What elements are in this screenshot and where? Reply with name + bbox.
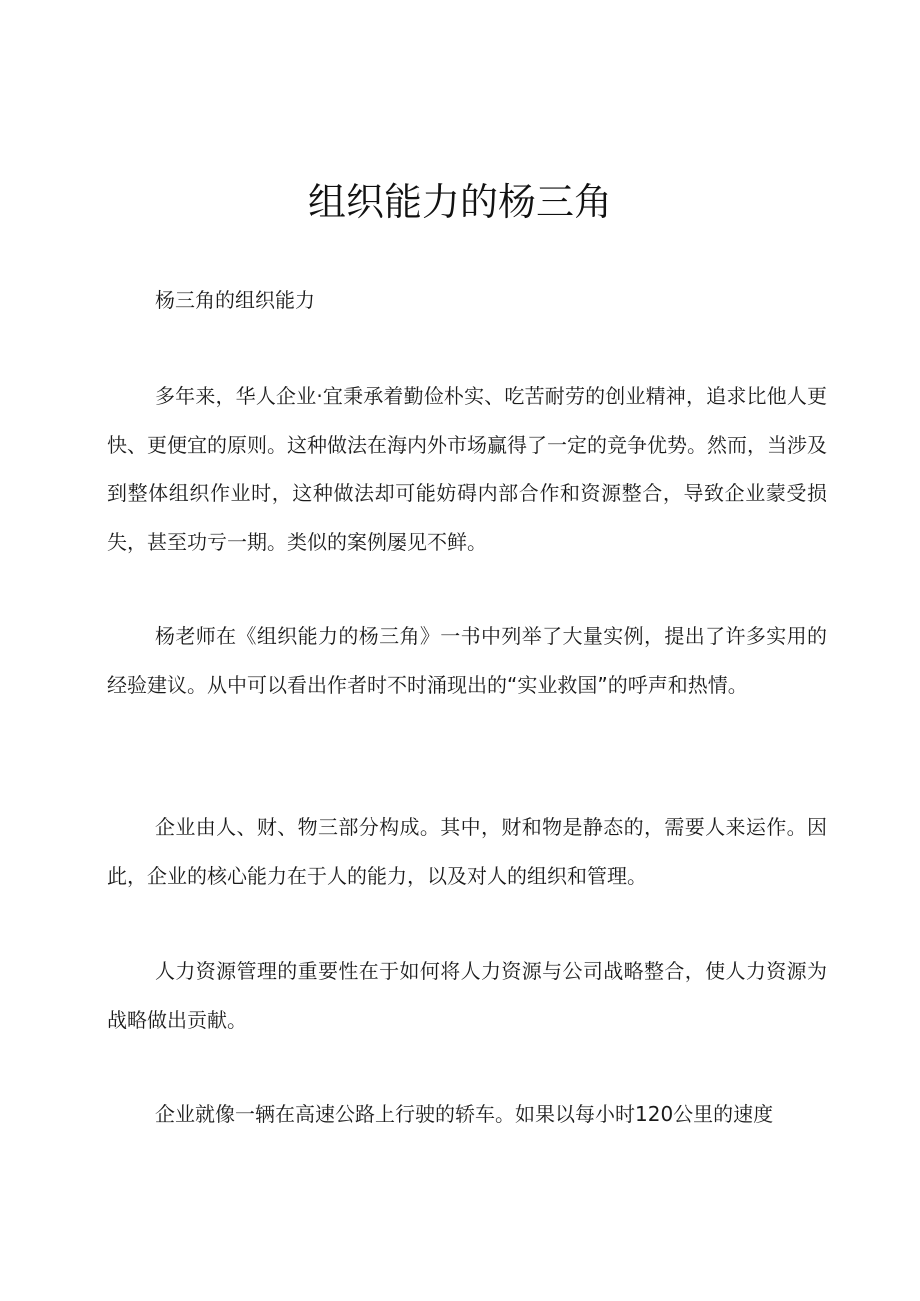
- paragraph-5: 企业就像一辆在高速公路上行驶的轿车。如果以每小时120公里的速度: [155, 1102, 774, 1126]
- page-title: 组织能力的杨三角: [307, 180, 612, 224]
- document-subtitle: 杨三角的组织能力: [155, 288, 315, 312]
- paragraph-4: 人力资源管理的重要性在于如何将人力资源与公司战略整合，使人力资源为战略做出贡献。: [107, 959, 827, 1032]
- paragraph-3: 企业由人、财、物三部分构成。其中，财和物是静态的，需要人来运作。因此，企业的核心能力在于人的能力，以及对人的组织和管理。: [107, 815, 827, 888]
- paragraph-2: 杨老师在《组织能力的杨三角》一书中列举了大量实例，提出了许多实用的经验建议。从中可以看出作者时不时涌现出的“实业救国”的呼声和热情。: [107, 624, 827, 697]
- paragraph-1: 多年来，华人企业·宜秉承着勤俭朴实、吃苦耐劳的创业精神，追求比他人更快、更便宜的原则。这种做法在海内外市场赢得了一定的竞争优势。然而，当涉及到整体组织作业时，这种做法却可能妨碍内部合作和资源整合，导致企业蒙受损失，甚至功亏一期。类似的案例屡见不鲜。: [107, 384, 827, 554]
